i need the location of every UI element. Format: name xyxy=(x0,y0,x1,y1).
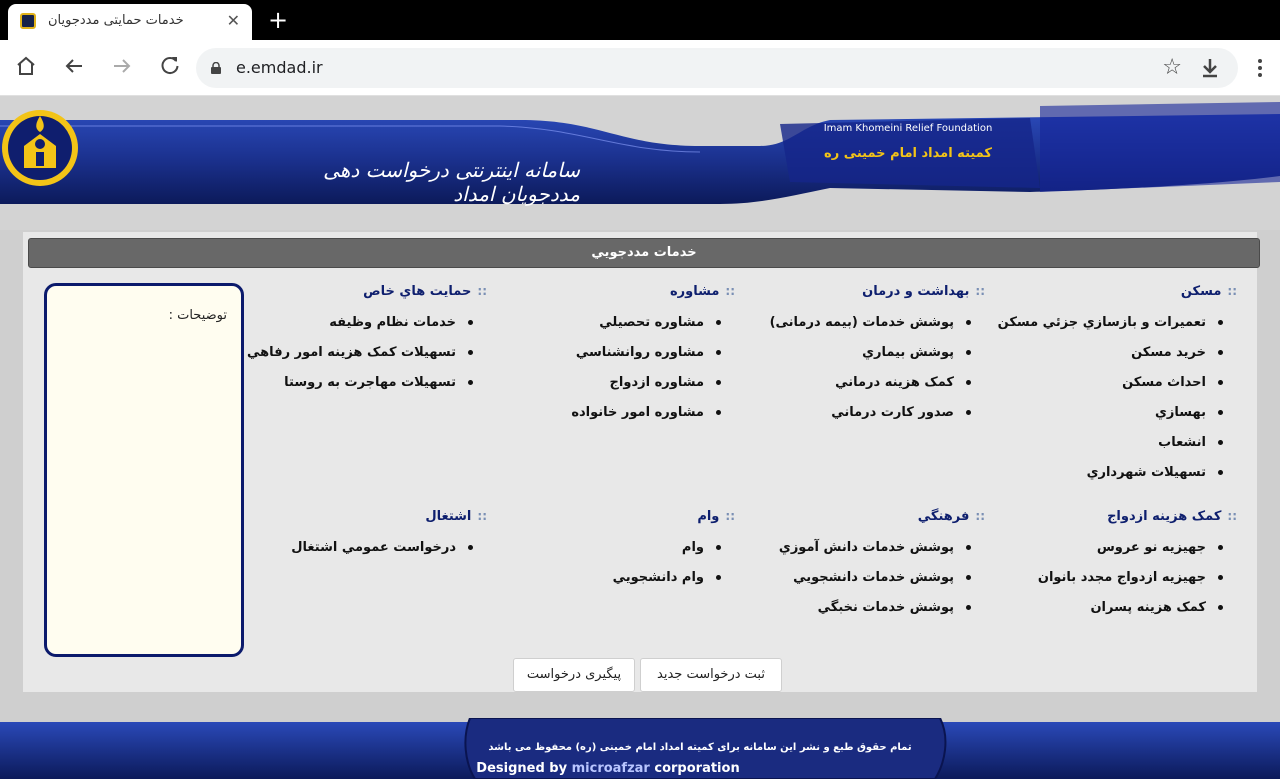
list-item[interactable]: مشاوره ازدواج xyxy=(571,368,735,398)
url-text: e.emdad.ir xyxy=(236,58,323,77)
browser-tab[interactable] xyxy=(8,4,252,40)
category-cultural xyxy=(779,509,985,623)
list-item[interactable]: تسهيلات مهاجرت به روستا xyxy=(247,368,487,398)
list-item[interactable]: تعميرات و بازسازي جزئي مسكن xyxy=(998,308,1237,338)
list-item[interactable]: احداث مسكن xyxy=(998,368,1237,398)
notes-label: توضيحات : xyxy=(168,308,227,323)
category-title[interactable]: بهداشت و درمان xyxy=(862,284,970,299)
list-item[interactable]: خريد مسكن xyxy=(998,338,1237,368)
org-name-persian: کمیته امداد امام خمینی ره xyxy=(824,146,992,161)
bookmark-star-icon[interactable]: ☆ xyxy=(1162,55,1182,80)
list-item[interactable]: انشعاب xyxy=(998,428,1237,458)
category-dots-icon: :: xyxy=(725,284,735,298)
download-icon[interactable] xyxy=(1198,56,1222,80)
relief-foundation-logo xyxy=(0,96,80,200)
list-item[interactable]: کمک هزينه پسران xyxy=(1038,593,1237,623)
section-header xyxy=(28,238,1260,268)
list-item[interactable]: تسهيلات کمک هزينه امور رفاهي xyxy=(247,338,487,368)
list-item[interactable]: پوشش بيماري xyxy=(770,338,985,368)
address-bar[interactable] xyxy=(196,48,1238,88)
site-favicon-icon xyxy=(20,13,36,29)
lock-icon xyxy=(210,62,222,74)
list-item[interactable]: پوشش خدمات دانشجويي xyxy=(779,563,985,593)
category-employment xyxy=(291,509,487,563)
site-footer xyxy=(0,718,1280,779)
list-item[interactable]: بهسازي xyxy=(998,398,1237,428)
category-title[interactable]: فرهنگي xyxy=(917,509,970,524)
category-dots-icon: :: xyxy=(725,509,735,523)
org-name-english: Imam Khomeini Relief Foundation xyxy=(823,123,993,134)
browser-toolbar xyxy=(0,40,1280,96)
menu-icon[interactable] xyxy=(1250,52,1270,84)
category-title[interactable]: کمک هزينه ازدواج xyxy=(1107,509,1222,524)
new-request-button[interactable]: ثبت درخواست جديد xyxy=(640,658,782,692)
list-item[interactable]: پوشش خدمات دانش آموزي xyxy=(779,533,985,563)
section-title: خدمات مددجويي xyxy=(591,245,697,260)
category-marriage xyxy=(1038,509,1237,623)
list-item[interactable]: تسهيلات شهرداري xyxy=(998,458,1237,488)
track-request-button[interactable]: پيگيری درخواست xyxy=(513,658,635,692)
system-title: سامانه اینترنتی درخواست دهی مددجویان امداد xyxy=(323,158,580,206)
footer-credit: Designed by microafzar corporation xyxy=(476,761,740,776)
site-header-banner xyxy=(0,96,1280,230)
forward-icon[interactable] xyxy=(110,54,134,78)
footer-copyright: تمام حقوق طبع و نشر این سامانه برای کمیته امداد امام خمینی (ره) محفوظ می باشد xyxy=(488,742,912,753)
designer-link[interactable]: microafzar xyxy=(571,761,650,776)
new-tab-button[interactable]: + xyxy=(268,6,289,34)
category-title[interactable]: حمايت هاي خاص xyxy=(363,284,472,299)
home-icon[interactable] xyxy=(14,54,38,78)
category-counseling xyxy=(571,284,735,428)
category-title[interactable]: مسکن xyxy=(1180,284,1222,299)
list-item[interactable]: صدور کارت درماني xyxy=(770,398,985,428)
back-icon[interactable] xyxy=(62,54,86,78)
list-item[interactable]: پوشش خدمات نخبگي xyxy=(779,593,985,623)
category-title[interactable]: وام xyxy=(697,509,720,524)
list-item[interactable]: مشاوره روانشناسي xyxy=(571,338,735,368)
category-dots-icon: :: xyxy=(1227,284,1237,298)
category-health xyxy=(770,284,985,428)
category-dots-icon: :: xyxy=(477,509,487,523)
category-special-support xyxy=(247,284,487,398)
category-dots-icon: :: xyxy=(477,284,487,298)
list-item[interactable]: مشاوره امور خانواده xyxy=(571,398,735,428)
category-title[interactable]: مشاوره xyxy=(669,284,720,299)
list-item[interactable]: وام دانشجويي xyxy=(613,563,735,593)
category-title[interactable]: اشتغال xyxy=(425,509,472,524)
list-item[interactable]: کمک هزینه درماني xyxy=(770,368,985,398)
category-dots-icon: :: xyxy=(1227,509,1237,523)
category-loan xyxy=(613,509,735,593)
reload-icon[interactable] xyxy=(158,54,182,78)
browser-tab-bar xyxy=(0,0,1280,40)
tab-title: خدمات حمایتی مددجویان xyxy=(48,13,184,28)
list-item[interactable]: خدمات نظام وظيفه xyxy=(247,308,487,338)
list-item[interactable]: پوشش خدمات (بیمه درمانی) xyxy=(770,308,985,338)
list-item[interactable]: جهيزيه نو عروس xyxy=(1038,533,1237,563)
list-item[interactable]: درخواست عمومي اشتغال xyxy=(291,533,487,563)
banner-background xyxy=(0,96,1280,230)
list-item[interactable]: مشاوره تحصيلي xyxy=(571,308,735,338)
category-dots-icon: :: xyxy=(975,509,985,523)
list-item[interactable]: جهيزيه ازدواج مجدد بانوان xyxy=(1038,563,1237,593)
close-tab-icon[interactable]: ✕ xyxy=(226,11,240,30)
services-panel xyxy=(23,232,1257,692)
notes-box xyxy=(44,283,244,657)
list-item[interactable]: وام xyxy=(613,533,735,563)
category-dots-icon: :: xyxy=(975,284,985,298)
category-housing xyxy=(998,284,1237,488)
